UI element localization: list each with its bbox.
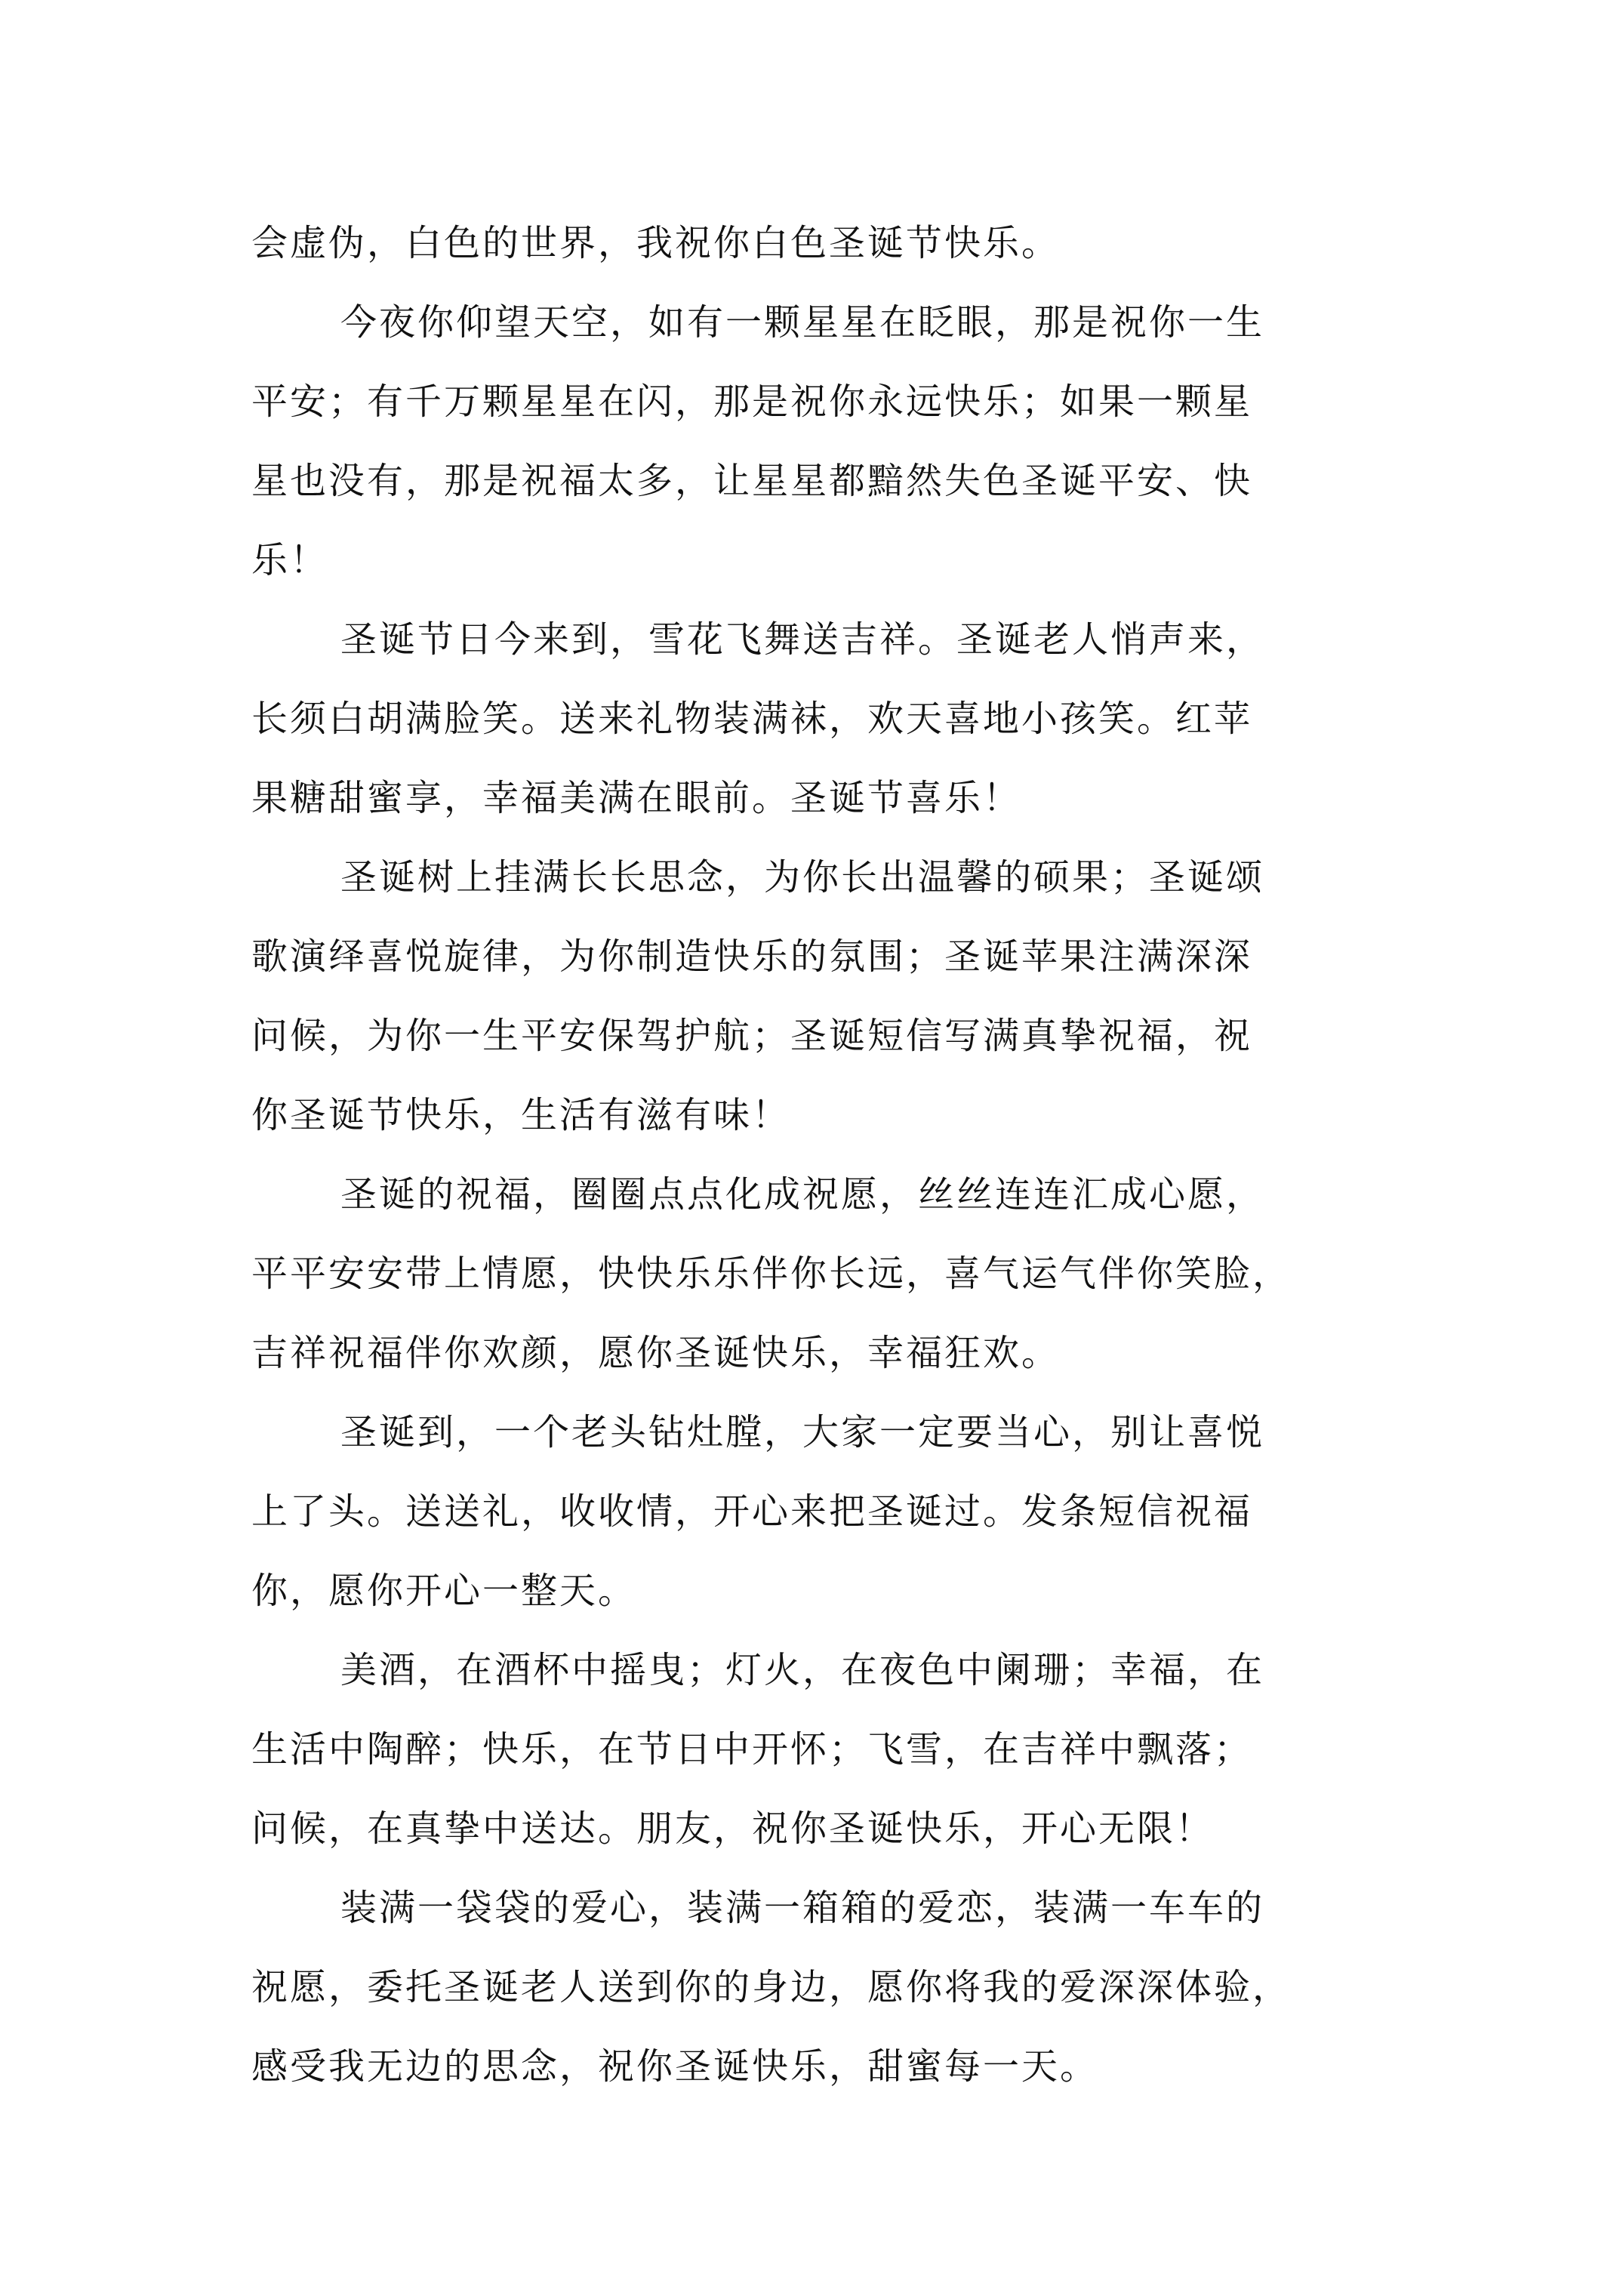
text-line: 吉祥祝福伴你欢颜，愿你圣诞快乐，幸福狂欢。 [251, 1332, 1061, 1374]
text-line: 上了头。送送礼，收收情，开心来把圣诞过。发条短信祝福 [251, 1490, 1253, 1533]
paragraph-first-line: 圣诞树上挂满长长思念，为你长出温馨的硕果；圣诞颂 [340, 856, 1265, 898]
text-line: 你，愿你开心一整天。 [251, 1570, 637, 1612]
paragraph-first-line: 圣诞节日今来到，雪花飞舞送吉祥。圣诞老人悄声来， [340, 618, 1265, 661]
text-line: 星也没有，那是祝福太多，让星星都黯然失色圣诞平安、快 [251, 460, 1253, 502]
text-line: 感受我无边的思念，祝你圣诞快乐，甜蜜每一天。 [251, 2045, 1099, 2088]
text-line: 问候，在真挚中送达。朋友，祝你圣诞快乐，开心无限！ [251, 1808, 1215, 1850]
paragraph-first-line: 今夜你仰望天空，如有一颗星星在眨眼，那是祝你一生 [340, 301, 1265, 344]
paragraph-first-line: 圣诞的祝福，圈圈点点化成祝愿，丝丝连连汇成心愿， [340, 1173, 1265, 1216]
text-line: 问候，为你一生平安保驾护航；圣诞短信写满真挚祝福，祝 [251, 1015, 1253, 1057]
text-line: 祝愿，委托圣诞老人送到你的身边，愿你将我的爱深深体验， [251, 1966, 1292, 2008]
document-body [251, 204, 1384, 2106]
text-line: 长须白胡满脸笑。送来礼物装满袜，欢天喜地小孩笑。红苹 [251, 698, 1253, 740]
text-line: 乐！ [251, 539, 329, 581]
text-line: 平平安安带上情愿，快快乐乐伴你长远，喜气运气伴你笑脸， [251, 1253, 1292, 1295]
text-line: 歌演绎喜悦旋律，为你制造快乐的氛围；圣诞苹果注满深深 [251, 935, 1253, 978]
text-line: 会虚伪，白色的世界，我祝你白色圣诞节快乐。 [251, 222, 1061, 264]
text-line: 平安；有千万颗星星在闪，那是祝你永远快乐；如果一颗星 [251, 381, 1253, 423]
text-line: 你圣诞节快乐，生活有滋有味！ [251, 1094, 791, 1136]
text-line: 生活中陶醉；快乐，在节日中开怀；飞雪，在吉祥中飘落； [251, 1728, 1253, 1771]
text-line: 果糖甜蜜享，幸福美满在眼前。圣诞节喜乐！ [251, 777, 1022, 819]
paragraph-first-line: 美酒，在酒杯中摇曳；灯火，在夜色中阑珊；幸福，在 [340, 1649, 1265, 1691]
paragraph-first-line: 装满一袋袋的爱心，装满一箱箱的爱恋，装满一车车的 [340, 1887, 1265, 1929]
paragraph-first-line: 圣诞到，一个老头钻灶膛，大家一定要当心，别让喜悦 [340, 1411, 1265, 1453]
